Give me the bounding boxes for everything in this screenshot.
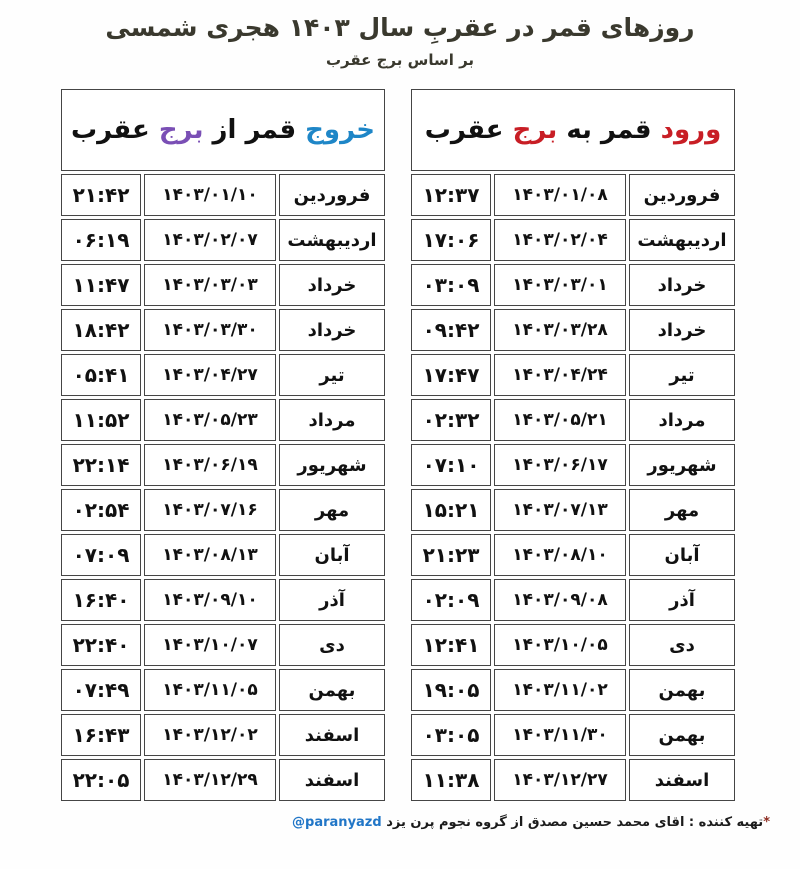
moon-entry-table bbox=[408, 86, 738, 804]
date-cell: ۱۴۰۳/۰۸/۱۰ bbox=[494, 534, 626, 576]
time-cell: ۱۷:۴۷ bbox=[411, 354, 491, 396]
table-row bbox=[61, 759, 385, 801]
time-cell: ۱۵:۲۱ bbox=[411, 489, 491, 531]
month-cell: مرداد bbox=[279, 399, 385, 441]
month-cell: شهریور bbox=[629, 444, 735, 486]
month-cell: بهمن bbox=[629, 669, 735, 711]
date-cell: ۱۴۰۳/۰۹/۰۸ bbox=[494, 579, 626, 621]
month-cell: آبان bbox=[279, 534, 385, 576]
table-row bbox=[411, 759, 735, 801]
date-cell: ۱۴۰۳/۰۲/۰۷ bbox=[144, 219, 276, 261]
footer-telegram-handle[interactable]: @paranyazd bbox=[292, 815, 382, 830]
exit-table-header-row bbox=[61, 89, 385, 171]
month-cell: خرداد bbox=[279, 264, 385, 306]
time-cell: ۰۵:۴۱ bbox=[61, 354, 141, 396]
time-cell: ۱۲:۴۱ bbox=[411, 624, 491, 666]
table-row bbox=[61, 219, 385, 261]
date-cell: ۱۴۰۳/۰۳/۲۸ bbox=[494, 309, 626, 351]
entry-table-header-row bbox=[411, 89, 735, 171]
table-row bbox=[61, 444, 385, 486]
month-cell: مهر bbox=[279, 489, 385, 531]
month-cell: فروردین bbox=[629, 174, 735, 216]
time-cell: ۰۲:۰۹ bbox=[411, 579, 491, 621]
month-cell: آذر bbox=[629, 579, 735, 621]
time-cell: ۱۱:۳۸ bbox=[411, 759, 491, 801]
date-cell: ۱۴۰۳/۰۵/۲۳ bbox=[144, 399, 276, 441]
table-row bbox=[61, 669, 385, 711]
time-cell: ۱۶:۴۳ bbox=[61, 714, 141, 756]
month-cell: آبان bbox=[629, 534, 735, 576]
time-cell: ۱۷:۰۶ bbox=[411, 219, 491, 261]
date-cell: ۱۴۰۳/۱۱/۰۵ bbox=[144, 669, 276, 711]
month-cell: بهمن bbox=[279, 669, 385, 711]
date-cell: ۱۴۰۳/۱۲/۰۲ bbox=[144, 714, 276, 756]
table-row bbox=[61, 489, 385, 531]
month-cell: اسفند bbox=[279, 714, 385, 756]
time-cell: ۲۲:۰۵ bbox=[61, 759, 141, 801]
exit-table-body bbox=[61, 174, 385, 801]
exit-table-title bbox=[61, 89, 385, 171]
time-cell: ۲۱:۴۲ bbox=[61, 174, 141, 216]
footer-credit-line bbox=[0, 815, 800, 830]
table-row bbox=[411, 219, 735, 261]
date-cell: ۱۴۰۳/۰۲/۰۴ bbox=[494, 219, 626, 261]
month-cell: مهر bbox=[629, 489, 735, 531]
month-cell: اسفند bbox=[629, 759, 735, 801]
table-row bbox=[411, 714, 735, 756]
month-cell: خرداد bbox=[279, 309, 385, 351]
month-cell: خرداد bbox=[629, 309, 735, 351]
page-title: روزهای قمر در عقربِ سال ۱۴۰۳ هجری شمسی bbox=[105, 13, 695, 42]
entry-table-body bbox=[411, 174, 735, 801]
time-cell: ۰۷:۰۹ bbox=[61, 534, 141, 576]
time-cell: ۰۹:۴۲ bbox=[411, 309, 491, 351]
table-row bbox=[61, 399, 385, 441]
time-cell: ۰۲:۳۲ bbox=[411, 399, 491, 441]
time-cell: ۰۳:۰۵ bbox=[411, 714, 491, 756]
footer-asterisk: * bbox=[763, 815, 770, 830]
month-cell: فروردین bbox=[279, 174, 385, 216]
table-title-word: قمر به bbox=[557, 115, 652, 145]
date-cell: ۱۴۰۳/۱۰/۰۷ bbox=[144, 624, 276, 666]
month-cell: شهریور bbox=[279, 444, 385, 486]
table-title-word: برج bbox=[503, 115, 558, 145]
table-title-word: قمر از bbox=[203, 115, 297, 145]
table-row bbox=[411, 309, 735, 351]
table-row bbox=[411, 489, 735, 531]
date-cell: ۱۴۰۳/۱۱/۳۰ bbox=[494, 714, 626, 756]
table-row bbox=[411, 669, 735, 711]
table-row bbox=[61, 534, 385, 576]
date-cell: ۱۴۰۳/۰۷/۱۳ bbox=[494, 489, 626, 531]
table-row bbox=[61, 264, 385, 306]
time-cell: ۰۲:۵۴ bbox=[61, 489, 141, 531]
time-cell: ۱۱:۴۷ bbox=[61, 264, 141, 306]
table-title-word: عقرب bbox=[424, 115, 504, 145]
table-row bbox=[61, 309, 385, 351]
table-row bbox=[411, 534, 735, 576]
month-cell: بهمن bbox=[629, 714, 735, 756]
date-cell: ۱۴۰۳/۰۶/۱۹ bbox=[144, 444, 276, 486]
month-cell: تیر bbox=[279, 354, 385, 396]
month-cell: مرداد bbox=[629, 399, 735, 441]
table-row bbox=[61, 579, 385, 621]
time-cell: ۱۶:۴۰ bbox=[61, 579, 141, 621]
time-cell: ۰۷:۴۹ bbox=[61, 669, 141, 711]
time-cell: ۱۸:۴۲ bbox=[61, 309, 141, 351]
date-cell: ۱۴۰۳/۱۱/۰۲ bbox=[494, 669, 626, 711]
table-row bbox=[411, 399, 735, 441]
tables-container bbox=[0, 86, 800, 804]
month-cell: اسفند bbox=[279, 759, 385, 801]
date-cell: ۱۴۰۳/۰۵/۲۱ bbox=[494, 399, 626, 441]
table-row bbox=[61, 624, 385, 666]
month-cell: دی bbox=[279, 624, 385, 666]
table-title-word: برج bbox=[149, 115, 204, 145]
time-cell: ۱۹:۰۵ bbox=[411, 669, 491, 711]
date-cell: ۱۴۰۳/۰۳/۳۰ bbox=[144, 309, 276, 351]
date-cell: ۱۴۰۳/۰۳/۰۱ bbox=[494, 264, 626, 306]
table-title-word: خروج bbox=[296, 115, 375, 145]
table-row bbox=[411, 579, 735, 621]
page-subtitle: بر اساس برج عقرب bbox=[325, 51, 475, 69]
table-row bbox=[411, 624, 735, 666]
table-title-word: عقرب bbox=[70, 115, 150, 145]
time-cell: ۲۱:۲۳ bbox=[411, 534, 491, 576]
date-cell: ۱۴۰۳/۰۴/۲۷ bbox=[144, 354, 276, 396]
month-cell: دی bbox=[629, 624, 735, 666]
moon-exit-table bbox=[58, 86, 388, 804]
month-cell: آذر bbox=[279, 579, 385, 621]
table-row bbox=[61, 354, 385, 396]
month-cell: اردیبهشت bbox=[279, 219, 385, 261]
entry-table-title bbox=[411, 89, 735, 171]
month-cell: تیر bbox=[629, 354, 735, 396]
month-cell: خرداد bbox=[629, 264, 735, 306]
time-cell: ۰۷:۱۰ bbox=[411, 444, 491, 486]
table-row bbox=[411, 174, 735, 216]
table-row bbox=[61, 174, 385, 216]
date-cell: ۱۴۰۳/۰۸/۱۳ bbox=[144, 534, 276, 576]
time-cell: ۱۲:۳۷ bbox=[411, 174, 491, 216]
month-cell: اردیبهشت bbox=[629, 219, 735, 261]
date-cell: ۱۴۰۳/۰۳/۰۳ bbox=[144, 264, 276, 306]
date-cell: ۱۴۰۳/۰۱/۰۸ bbox=[494, 174, 626, 216]
table-title-word: ورود bbox=[651, 115, 722, 145]
table-row bbox=[61, 714, 385, 756]
date-cell: ۱۴۰۳/۱۲/۲۷ bbox=[494, 759, 626, 801]
footer-credit-text: تهیه کننده : اقای محمد حسین مصدق از گروه نجوم پرن یزد bbox=[386, 815, 764, 830]
date-cell: ۱۴۰۳/۰۷/۱۶ bbox=[144, 489, 276, 531]
date-cell: ۱۴۰۳/۰۱/۱۰ bbox=[144, 174, 276, 216]
table-row bbox=[411, 354, 735, 396]
date-cell: ۱۴۰۳/۱۰/۰۵ bbox=[494, 624, 626, 666]
table-row bbox=[411, 444, 735, 486]
table-row bbox=[411, 264, 735, 306]
date-cell: ۱۴۰۳/۰۶/۱۷ bbox=[494, 444, 626, 486]
time-cell: ۱۱:۵۲ bbox=[61, 399, 141, 441]
time-cell: ۲۲:۱۴ bbox=[61, 444, 141, 486]
time-cell: ۰۶:۱۹ bbox=[61, 219, 141, 261]
time-cell: ۲۲:۴۰ bbox=[61, 624, 141, 666]
date-cell: ۱۴۰۳/۰۹/۱۰ bbox=[144, 579, 276, 621]
date-cell: ۱۴۰۳/۰۴/۲۴ bbox=[494, 354, 626, 396]
date-cell: ۱۴۰۳/۱۲/۲۹ bbox=[144, 759, 276, 801]
time-cell: ۰۳:۰۹ bbox=[411, 264, 491, 306]
